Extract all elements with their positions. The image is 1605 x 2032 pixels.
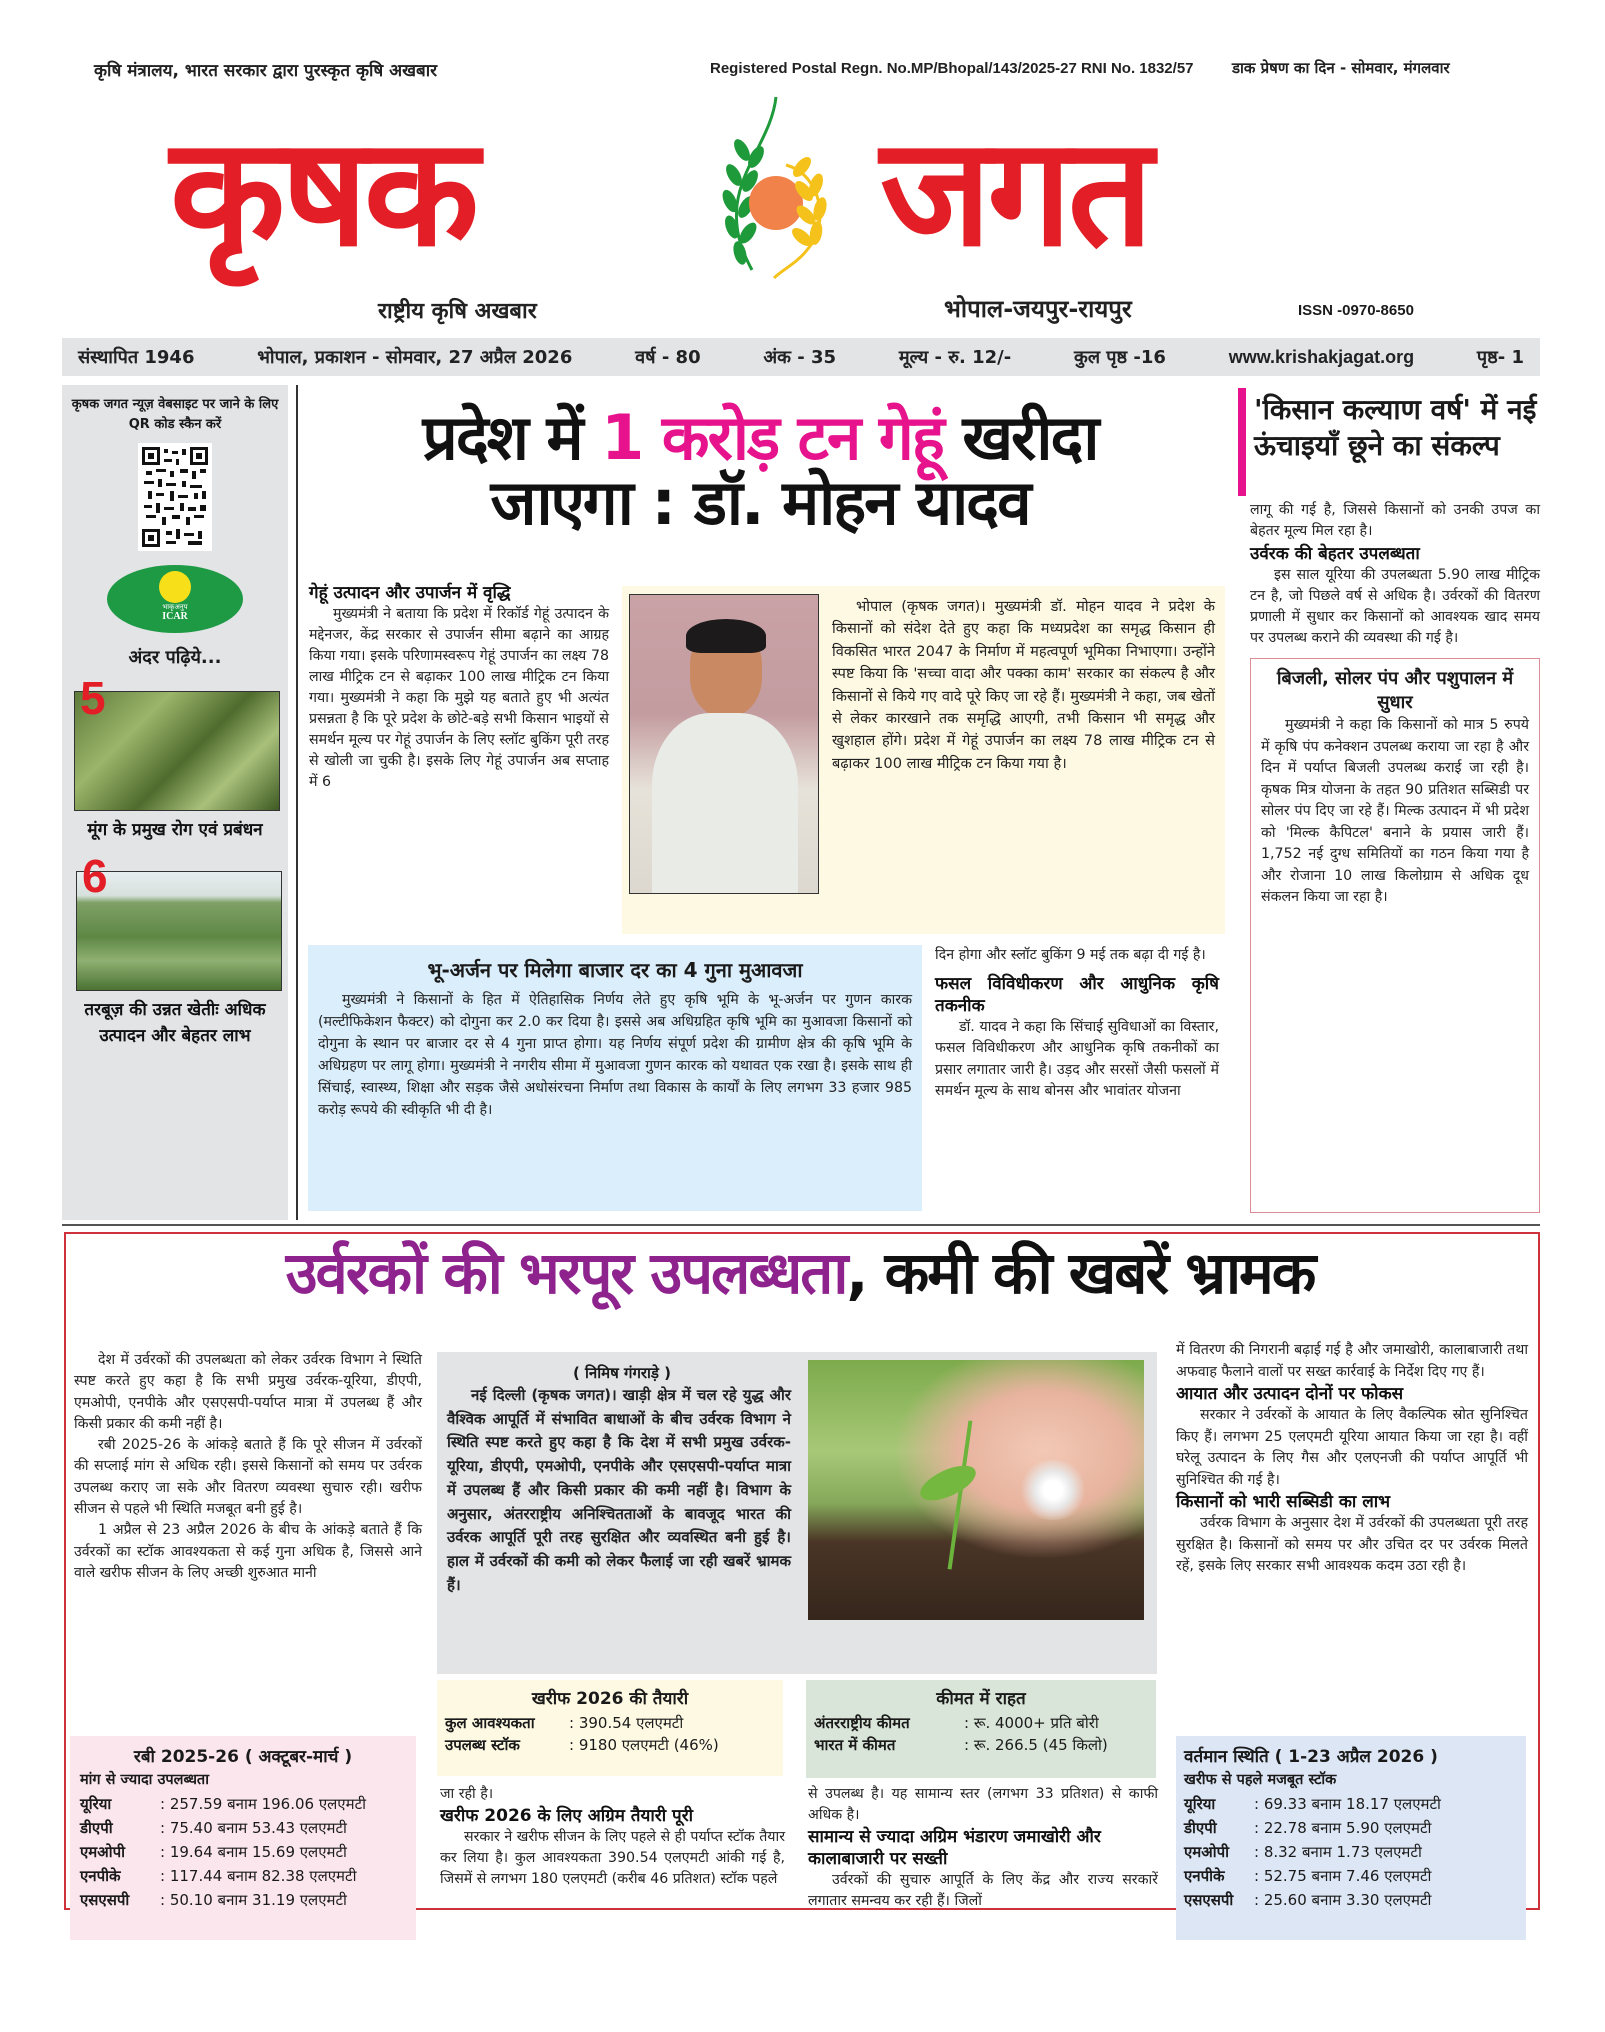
byline: ( निमिष गंगराड़े )	[572, 1364, 672, 1382]
subhead: फसल विविधीकरण और आधुनिक कृषि तकनीक	[935, 973, 1219, 1016]
lead-column-1	[309, 582, 609, 793]
page-ref: 5	[80, 672, 106, 724]
fertilizer-intro-box	[437, 1352, 1157, 1674]
fertilizer-value: : 52.75 बनाम 7.46 एलएमटी	[1254, 1867, 1432, 1885]
wheat-logo-icon	[712, 95, 852, 280]
chief-minister-photo	[629, 594, 819, 894]
fertilizer-column-3	[808, 1784, 1158, 1912]
fertilizer-name: एमओपी	[80, 1843, 126, 1861]
fertilizer-name: एसएसपी	[1184, 1891, 1234, 1909]
fertilizer-value: : 25.60 बनाम 3.30 एलएमटी	[1254, 1891, 1432, 1909]
inside-item-1[interactable]	[74, 672, 280, 811]
dispatch-days: डाक प्रेषण का दिन - सोमवार, मंगलवार	[1232, 59, 1450, 77]
box-title: खरीफ 2026 की तैयारी	[531, 1689, 689, 1709]
fertilizer-value: : 117.44 बनाम 82.38 एलएमटी	[160, 1867, 357, 1885]
article-text: इस साल यूरिया की उपलब्धता 5.90 लाख मीट्रिक टन है, जो पिछले वर्ष से अधिक है। उर्वरकों की वितरण प्रणाली में सुधार कर किसानों को आवश्यक खाद समय पर उपलब्ध कराने की व्यवस्था की गई है।	[1250, 567, 1540, 646]
fertilizer-value: : 50.10 बनाम 31.19 एलएमटी	[160, 1891, 347, 1909]
electricity-box	[1250, 658, 1540, 1213]
section-divider	[62, 1224, 1540, 1226]
article-text: उर्वरकों की सुचारु आपूर्ति के लिए केंद्र और राज्य सरकारें लगातार समन्वय कर रही हैं। जिलों	[808, 1872, 1158, 1909]
issue-info-bar	[62, 338, 1540, 376]
issn: ISSN -0970-8650	[1298, 302, 1414, 319]
issue-number: अंक - 35	[763, 347, 837, 368]
fertilizer-value: : 75.40 बनाम 53.43 एलएमटी	[160, 1819, 347, 1837]
qr-code-icon[interactable]	[138, 443, 212, 551]
article-text: सरकार ने खरीफ सीजन के लिए पहले से ही पर्याप्त स्टॉक तैयार कर लिया है। कुल आवश्यकता 390.54 एलएमटी आंकी गई है, जिसमें से लगभग 180 एलएमटी (करीब 46 प्रतिशत) स्टॉक पहले	[440, 1829, 785, 1887]
paragraph: देश में उर्वरकों की उपलब्धता को लेकर उर्वरक विभाग ने स्थिति स्पष्ट करते हुए कहा है कि सभी प्रमुख उर्वरक-यूरिया, डीएपी, एमओपी, एनपीके और एसएसपी-पर्याप्त मात्रा में उपलब्ध हैं और किसी प्रकार की कमी नहीं है।	[74, 1352, 422, 1432]
stat-label: उपलब्ध स्टॉक	[445, 1736, 520, 1754]
website-link[interactable]: www.krishakjagat.org	[1228, 346, 1415, 367]
headline-highlight: 1 करोड़ टन गेहूं	[601, 401, 943, 474]
established: संस्थापित 1946	[78, 347, 195, 368]
fertilizer-headline[interactable]: उर्वरकों की भरपूर उपलब्धता, कमी की खबरें भ्रामक	[285, 1239, 1315, 1307]
fertilizer-value: : 22.78 बनाम 5.90 एलएमटी	[1254, 1819, 1432, 1837]
page-ref: 6	[82, 850, 108, 902]
article-text: डॉ. यादव ने कहा कि सिंचाई सुविधाओं का विस्तार, फसल विविधीकरण और आधुनिक कृषि तकनीकों का प्रसार लगातार जारी है। उड़द और सरसों जैसी फसलों में समर्थन मूल्य के साथ बोनस और भावांतर योजना	[935, 1018, 1219, 1099]
box-title: वर्तमान स्थिति ( 1-23 अप्रैल 2026 )	[1184, 1747, 1438, 1767]
award-line: कृषि मंत्रालय, भारत सरकार द्वारा पुरस्कृत कृषि अखबार	[94, 61, 438, 81]
fertilizer-value: : 8.32 बनाम 1.73 एलएमटी	[1254, 1843, 1422, 1861]
article-text: उर्वरक विभाग के अनुसार देश में उर्वरकों की उपलब्धता पूरी तरह सुरक्षित है। किसानों को समय पर और उचित दर पर उर्वरक मिलते रहें, इसके लिए सरकार सभी आवश्यक कदम उठा रही है।	[1176, 1515, 1528, 1574]
fertilizer-name: एसएसपी	[80, 1891, 130, 1909]
headline-highlight: उर्वरकों की भरपूर उपलब्धता	[285, 1239, 847, 1307]
price-relief-box	[806, 1680, 1156, 1778]
page-number: पृष्ठ- 1	[1476, 347, 1524, 368]
subhead: खरीफ 2026 के लिए अग्रिम तैयारी पूरी	[440, 1806, 694, 1826]
price: मूल्य - रु. 12/-	[898, 347, 1012, 368]
price-label: भारत में कीमत	[814, 1736, 896, 1754]
continued-text: दिन होगा और स्लॉट बुकिंग 9 मई तक बढ़ा दी गई है।	[935, 947, 1206, 963]
price-label: अंतरराष्ट्रीय कीमत	[814, 1714, 910, 1732]
side-article	[1250, 500, 1540, 649]
editions: भोपाल-जयपुर-रायपुर	[944, 295, 1132, 323]
fertilizer-name: एनपीके	[1184, 1867, 1225, 1885]
publication-date: भोपाल, प्रकाशन - सोमवार, 27 अप्रैल 2026	[257, 347, 573, 368]
fertilizer-name: यूरिया	[80, 1795, 112, 1813]
paragraph: 1 अप्रैल से 23 अप्रैल 2026 के बीच के आंकड़े बताते हैं कि उर्वरकों का स्टॉक आवश्यकता से कई गुना अधिक है, जिससे आने वाले खरीफ सीजन के लिए अच्छी शुरुआत मानी	[74, 1522, 422, 1581]
fertilizer-name: एनपीके	[80, 1867, 121, 1885]
wheat-emblem-icon	[159, 571, 191, 603]
stat-value: : 9180 एलएमटी (46%)	[569, 1736, 719, 1754]
award-org-hindi: भाकृअनुप	[162, 603, 188, 611]
box-text: मुख्यमंत्री ने कहा कि किसानों को मात्र 5 रुपये में कृषि पंप कनेक्शन उपलब्ध कराया जा रहा है और दिन में पर्याप्त बिजली उपलब्ध कराई जा रही है। कृषक मित्र योजना के तहत 90 प्रतिशत सब्सिडी पर सोलर पंप दिए जा रहे हैं। मिल्क उत्पादन में भी प्रदेश को 'मिल्क कैपिटल' बनाने के प्रयास जारी हैं। 1,752 नई दुग्ध समितियों का गठन किया गया है और रोजाना 10 लाख किलोग्राम से अधिक दूध संकलन किया जा रहा है।	[1261, 717, 1529, 905]
inside-label: अंदर पढ़िये...	[128, 647, 222, 668]
subhead: किसानों को भारी सब्सिडी का लाभ	[1176, 1492, 1391, 1512]
lead-intro-box	[622, 586, 1225, 934]
tagline: राष्ट्रीय कृषि अखबार	[378, 299, 537, 324]
fertilizer-name: डीएपी	[1184, 1819, 1217, 1837]
registration-number: Registered Postal Regn. No.MP/Bhopal/143/2025-27 RNI No. 1832/57	[710, 60, 1194, 77]
intro-text: भोपाल (कृषक जगत)। मुख्यमंत्री डॉ. मोहन यादव ने प्रदेश के किसानों को संदेश देते हुए कहा कि मध्यप्रदेश का समृद्ध किसान ही विकसित भारत 2047 के निर्माण में महत्वपूर्ण भूमिका निभाएगा। उन्होंने स्पष्ट किया कि 'सच्चा वादा और पक्का काम' सरकार का संकल्प है और किसानों से किये गए वादे पूरे किए जा रहे हैं। मुख्यमंत्री ने कहा, जब खेतों से लेकर कारखाने तक समृद्धि आएगी, तभी किसान भी समृद्ध और खुशहाल होंगे। प्रदेश में गेहूं उपार्जन का लक्ष्य 78 लाख मीट्रिक टन से बढ़ाकर 100 लाख मीट्रिक टन किया गया है।	[832, 598, 1215, 772]
accent-bar	[1238, 388, 1246, 496]
sidebar	[62, 385, 288, 1220]
current-stock-box	[1176, 1736, 1526, 1940]
fertilizer-value: : 19.64 बनाम 15.69 एलएमटी	[160, 1843, 347, 1861]
volume-year: वर्ष - 80	[635, 347, 701, 368]
qr-instruction: कृषक जगत न्यूज़ वेबसाइट पर जाने के लिए QR कोड स्कैन करें	[71, 397, 279, 432]
continued-text: से उपलब्ध है। यह सामान्य स्तर (लगभग 33 प्रतिशत) से काफी अधिक है।	[808, 1786, 1158, 1823]
fertilizer-name: डीएपी	[80, 1819, 113, 1837]
fertilizer-value: : 69.33 बनाम 18.17 एलएमटी	[1254, 1795, 1441, 1813]
lead-column-3	[935, 945, 1219, 1103]
fertilizer-value: : 257.59 बनाम 196.06 एलएमटी	[160, 1795, 367, 1813]
subhead: उर्वरक की बेहतर उपलब्धता	[1250, 544, 1420, 564]
masthead-title-left: कृषक	[170, 106, 476, 280]
stat-label: कुल आवश्यकता	[445, 1714, 535, 1732]
box-text: मुख्यमंत्री ने किसानों के हित में ऐतिहासिक निर्णय लेते हुए कृषि भूमि के भू-अर्जन पर गुणन कारक (मल्टीफिकेशन फैक्टर) को दोगुना कर 2.0 कर दिया है। इससे अब अधिग्रहित कृषि भूमि का मुआवजा किसानों को दोगुना के स्थान पर बाजार दर से 4 गुना प्राप्त होगा। यह निर्णय संपूर्ण प्रदेश की ग्रामीण क्षेत्र की कृषि भूमि के अधिग्रहण पर लागू होगा। मुख्यमंत्री ने नगरीय सीमा में मुआवजा गुणन कारक को यथावत एक रखा है। इसके साथ ही सिंचाई, स्वास्थ्य, शिक्षा और सड़क जैसे अधोसंरचना निर्माण तथा विकास के कार्यों के लिए लगभग 33 हजार 985 करोड़ रूपये की स्वीकृति भी दी है।	[318, 992, 912, 1118]
continued-text: लागू की गई है, जिससे किसानों को उनकी उपज का बेहतर मूल्य मिल रहा है।	[1250, 502, 1540, 539]
fertilizer-plant-photo	[808, 1360, 1144, 1620]
subhead: आयात और उत्पादन दोनों पर फोकस	[1176, 1384, 1404, 1404]
inside-item-2[interactable]	[76, 850, 282, 991]
continued-text: में वितरण की निगरानी बढ़ाई गई है और जमाखोरी, कालाबाजारी तथा अफवाह फैलाने वालों पर सख्त कार्रवाई के निर्देश दिए गए हैं।	[1176, 1342, 1528, 1380]
paragraph: रबी 2025-26 के आंकड़े बताते हैं कि पूरे सीजन में उर्वरकों की सप्लाई मांग से अधिक रही। इससे किसानों को समय पर उर्वरक उपलब्ध कराए जा सके और वितरण व्यवस्था सुचारु रही। खरीफ सीजन से पहले भी स्थिति मजबूत बनी हुई है।	[74, 1437, 422, 1518]
box-title: रबी 2025-26 ( अक्टूबर-मार्च )	[133, 1747, 353, 1767]
box-title: भू-अर्जन पर मिलेगा बाजार दर का 4 गुना मुआवजा	[427, 958, 803, 982]
fertilizer-column-4	[1176, 1340, 1528, 1578]
fertilizer-column-1	[74, 1350, 422, 1584]
box-title: कीमत में राहत	[936, 1689, 1026, 1709]
intro-text: नई दिल्ली (कृषक जगत)। खाड़ी क्षेत्र में चल रहे युद्ध और वैश्विक आपूर्ति में संभावित बाधाओं के बीच उर्वरक विभाग ने स्थिति स्पष्ट करते हुए कहा है कि देश में सभी प्रमुख उर्वरक-यूरिया, डीएपी, एमओपी, एनपीके और एसएसपी-पर्याप्त मात्रा में उपलब्ध हैं और किसी प्रकार की कमी नहीं है। विभाग के अनुसार, अंतरराष्ट्रीय अनिश्चितताओं के बावजूद भारत की उर्वरक आपूर्ति पूरी तरह सुरक्षित और व्यवस्थित बनी हुई है। हाल में उर्वरकों की कमी को लेकर फैलाई जा रही खबरें भ्रामक हैं।	[447, 1386, 791, 1594]
fertilizer-column-2	[440, 1784, 785, 1890]
kharif-prep-box	[437, 1680, 783, 1776]
rabi-stats-box	[70, 1736, 416, 1940]
box-title: बिजली, सोलर पंप और पशुपालन में सुधार	[1276, 668, 1514, 713]
fertilizer-name: यूरिया	[1184, 1795, 1216, 1813]
total-pages: कुल पृष्ठ -16	[1074, 347, 1166, 368]
stat-value: : 390.54 एलएमटी	[569, 1714, 684, 1732]
continued-text: जा रही है।	[440, 1786, 494, 1802]
fertilizer-name: एमओपी	[1184, 1843, 1230, 1861]
icar-award-badge	[107, 565, 243, 633]
box-subtitle: मांग से ज्यादा उपलब्धता	[80, 1772, 209, 1788]
box-subtitle: खरीफ से पहले मजबूत स्टॉक	[1184, 1772, 1337, 1788]
lead-headline[interactable]: प्रदेश में 1 करोड़ टन गेहूं खरीदा जाएगा : डॉ. मोहन यादव	[422, 401, 1098, 540]
article-text: मुख्यमंत्री ने बताया कि प्रदेश में रिकॉर्ड गेहूं उत्पादन के मद्देनजर, केंद्र सरकार से उपार्जन सीमा बढ़ाने का आग्रह किया गया। इसके परिणामस्वरूप गेहूं उपार्जन का लक्ष्य 78 लाख मीट्रिक टन से बढ़ाकर 100 लाख मीट्रिक टन किया गया। मुख्यमंत्री ने कहा कि मुझे यह बताते हुए भी अत्यंत प्रसन्नता है कि पूरे प्रदेश के छोटे-बड़े सभी किसान भाइयों से समर्थन मूल्य पर गेहूं उपार्जन के लिए स्लॉट बुकिंग पूरी तरह से खोली जा चुकी है। इसके लिए गेहूं उपार्जन अब सप्ताह में 6	[309, 606, 609, 790]
subhead: सामान्य से ज्यादा अग्रिम भंडारण जमाखोरी और कालाबाजारी पर सख्ती	[808, 1827, 1101, 1869]
masthead-title-right: जगत	[880, 106, 1150, 280]
inside-item-1-title[interactable]: मूंग के प्रमुख रोग एवं प्रबंधन	[87, 820, 263, 840]
land-acquisition-box	[308, 945, 922, 1211]
price-value: : रू. 266.5 (45 किलो)	[964, 1736, 1108, 1754]
price-value: : रू. 4000+ प्रति बोरी	[964, 1714, 1099, 1732]
award-org: ICAR	[162, 611, 188, 622]
inside-item-2-title[interactable]: तरबूज़ की उन्नत खेतीः अधिक उत्पादन और बेहतर लाभ	[84, 1000, 266, 1046]
article-text: सरकार ने उर्वरकों के आयात के लिए वैकल्पिक स्रोत सुनिश्चित किए हैं। लगभग 25 एलएमटी यूरिया आयात किया जा रहा है। वहीं घरेलू उत्पादन के लिए गैस और एलएनजी की पर्याप्त आपूर्ति भी सुनिश्चित की गई है।	[1176, 1407, 1528, 1488]
side-headline[interactable]: 'किसान कल्याण वर्ष' में नई ऊंचाइयाँ छूने का संकल्प	[1254, 393, 1537, 462]
subhead: गेहूं उत्पादन और उपार्जन में वृद्धि	[309, 583, 511, 603]
column-rule	[296, 385, 298, 1220]
